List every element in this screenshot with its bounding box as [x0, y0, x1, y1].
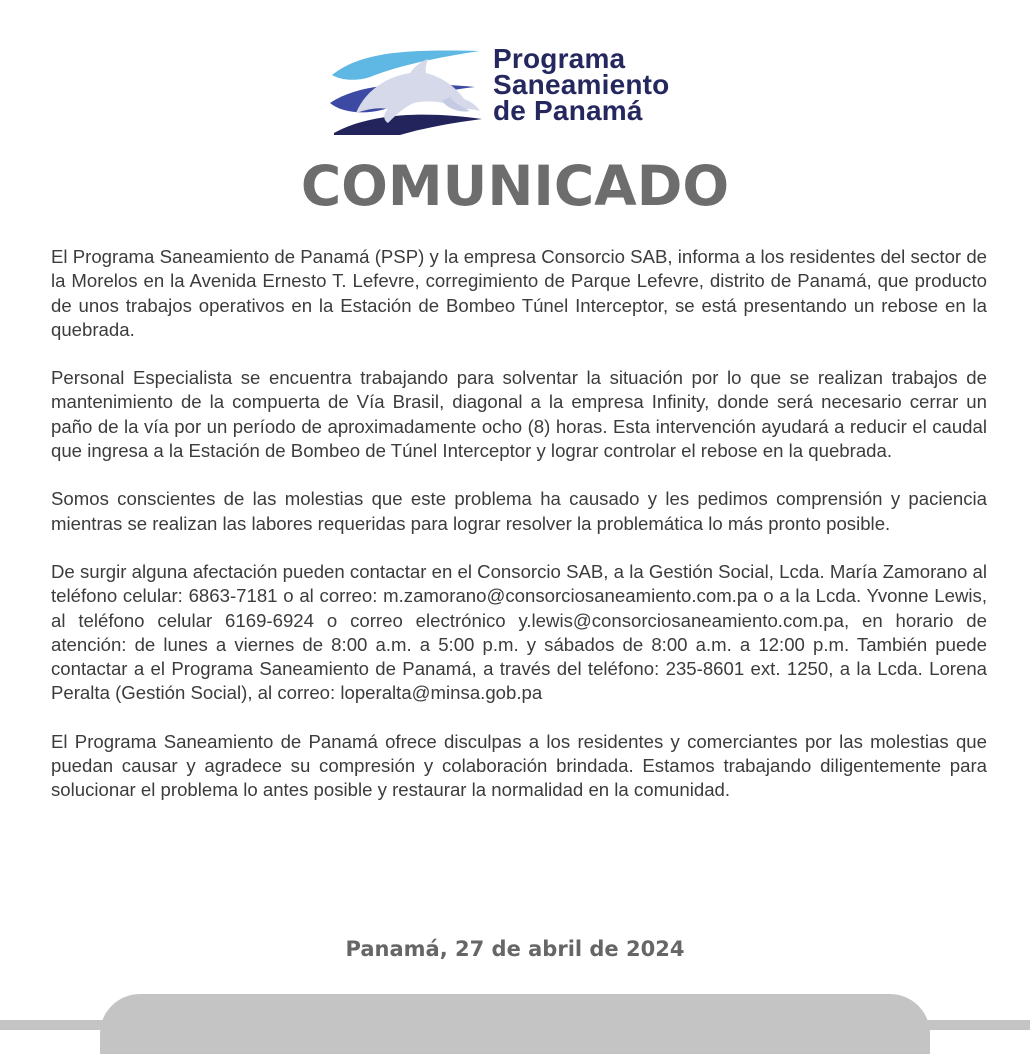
footer-strip [0, 1020, 1030, 1030]
dolphin-waves-icon [330, 47, 488, 137]
date-line: Panamá, 27 de abril de 2024 [345, 937, 685, 961]
communique-body [51, 245, 987, 803]
paragraph-apology: Somos conscientes de las molestias que este problema ha causado y les pedimos comprensión y paciencia mientras se realizan las labores requeridas para lograr resolver la problemática lo más pronto posible. [51, 488, 987, 534]
paragraph-incident: El Programa Saneamiento de Panamá (PSP) y la empresa Consorcio SAB, informa a los residentes del sector de la Morelos en la Avenida Ernesto T. Lefevre, corregimiento de Parque Lefevre, distrito de Panamá, que producto de unos trabajos operativos en la Estación de Bombeo Túnel Interceptor, se está presentando un rebose en la quebrada. [51, 246, 987, 340]
logo-line-1: Programa [493, 43, 626, 74]
page-title: COMUNICADO [300, 154, 730, 218]
program-logo [330, 42, 710, 137]
logo-line-2: Saneamiento [493, 69, 670, 100]
logo-line-3: de Panamá [493, 95, 643, 126]
paragraph-closing: El Programa Saneamiento de Panamá ofrece disculpas a los residentes y comerciantes por las molestias que puedan causar y agradece su compresión y colaboración brindada. Estamos trabajando diligentemente para solucionar el problema lo antes posible y restaurar la normalidad en la comunidad. [51, 730, 987, 801]
logo-wordmark [493, 43, 670, 126]
paragraph-maintenance: Personal Especialista se encuentra trabajando para solventar la situación por lo que se realizan trabajos de mantenimiento de la compuerta de Vía Brasil, diagonal a la empresa Infinity, donde será necesario cerrar un paño de la vía por un período de aproximadamente ocho (8) horas. Esta intervención ayudará a reducir el caudal que ingresa a la Estación de Bombeo de Túnel Interceptor y lograr controlar el rebose en la quebrada. [51, 367, 987, 462]
paragraph-contacts: De surgir alguna afectación pueden contactar en el Consorcio SAB, a la Gestión Social, Lcda. María Zamorano al teléfono celular: 6863-7181 o al correo: m.zamorano@consorciosaneamiento.com.pa o a la Lcda. Yvonne Lewis, al teléfono celular 6169-6924 o correo electrónico y.lewis@consorciosaneamiento.com.pa, en horario de atención: de lunes a viernes de 8:00 a.m. a 5:00 p.m. y sábados de 8:00 a.m. a 12:00 p.m. También puede contactar a el Programa Saneamiento de Panamá, a través del teléfono: 235-8601 ext. 1250, a la Lcda. Lorena Peralta (Gestión Social), al correo: loperalta@minsa.gob.pa [51, 560, 987, 704]
